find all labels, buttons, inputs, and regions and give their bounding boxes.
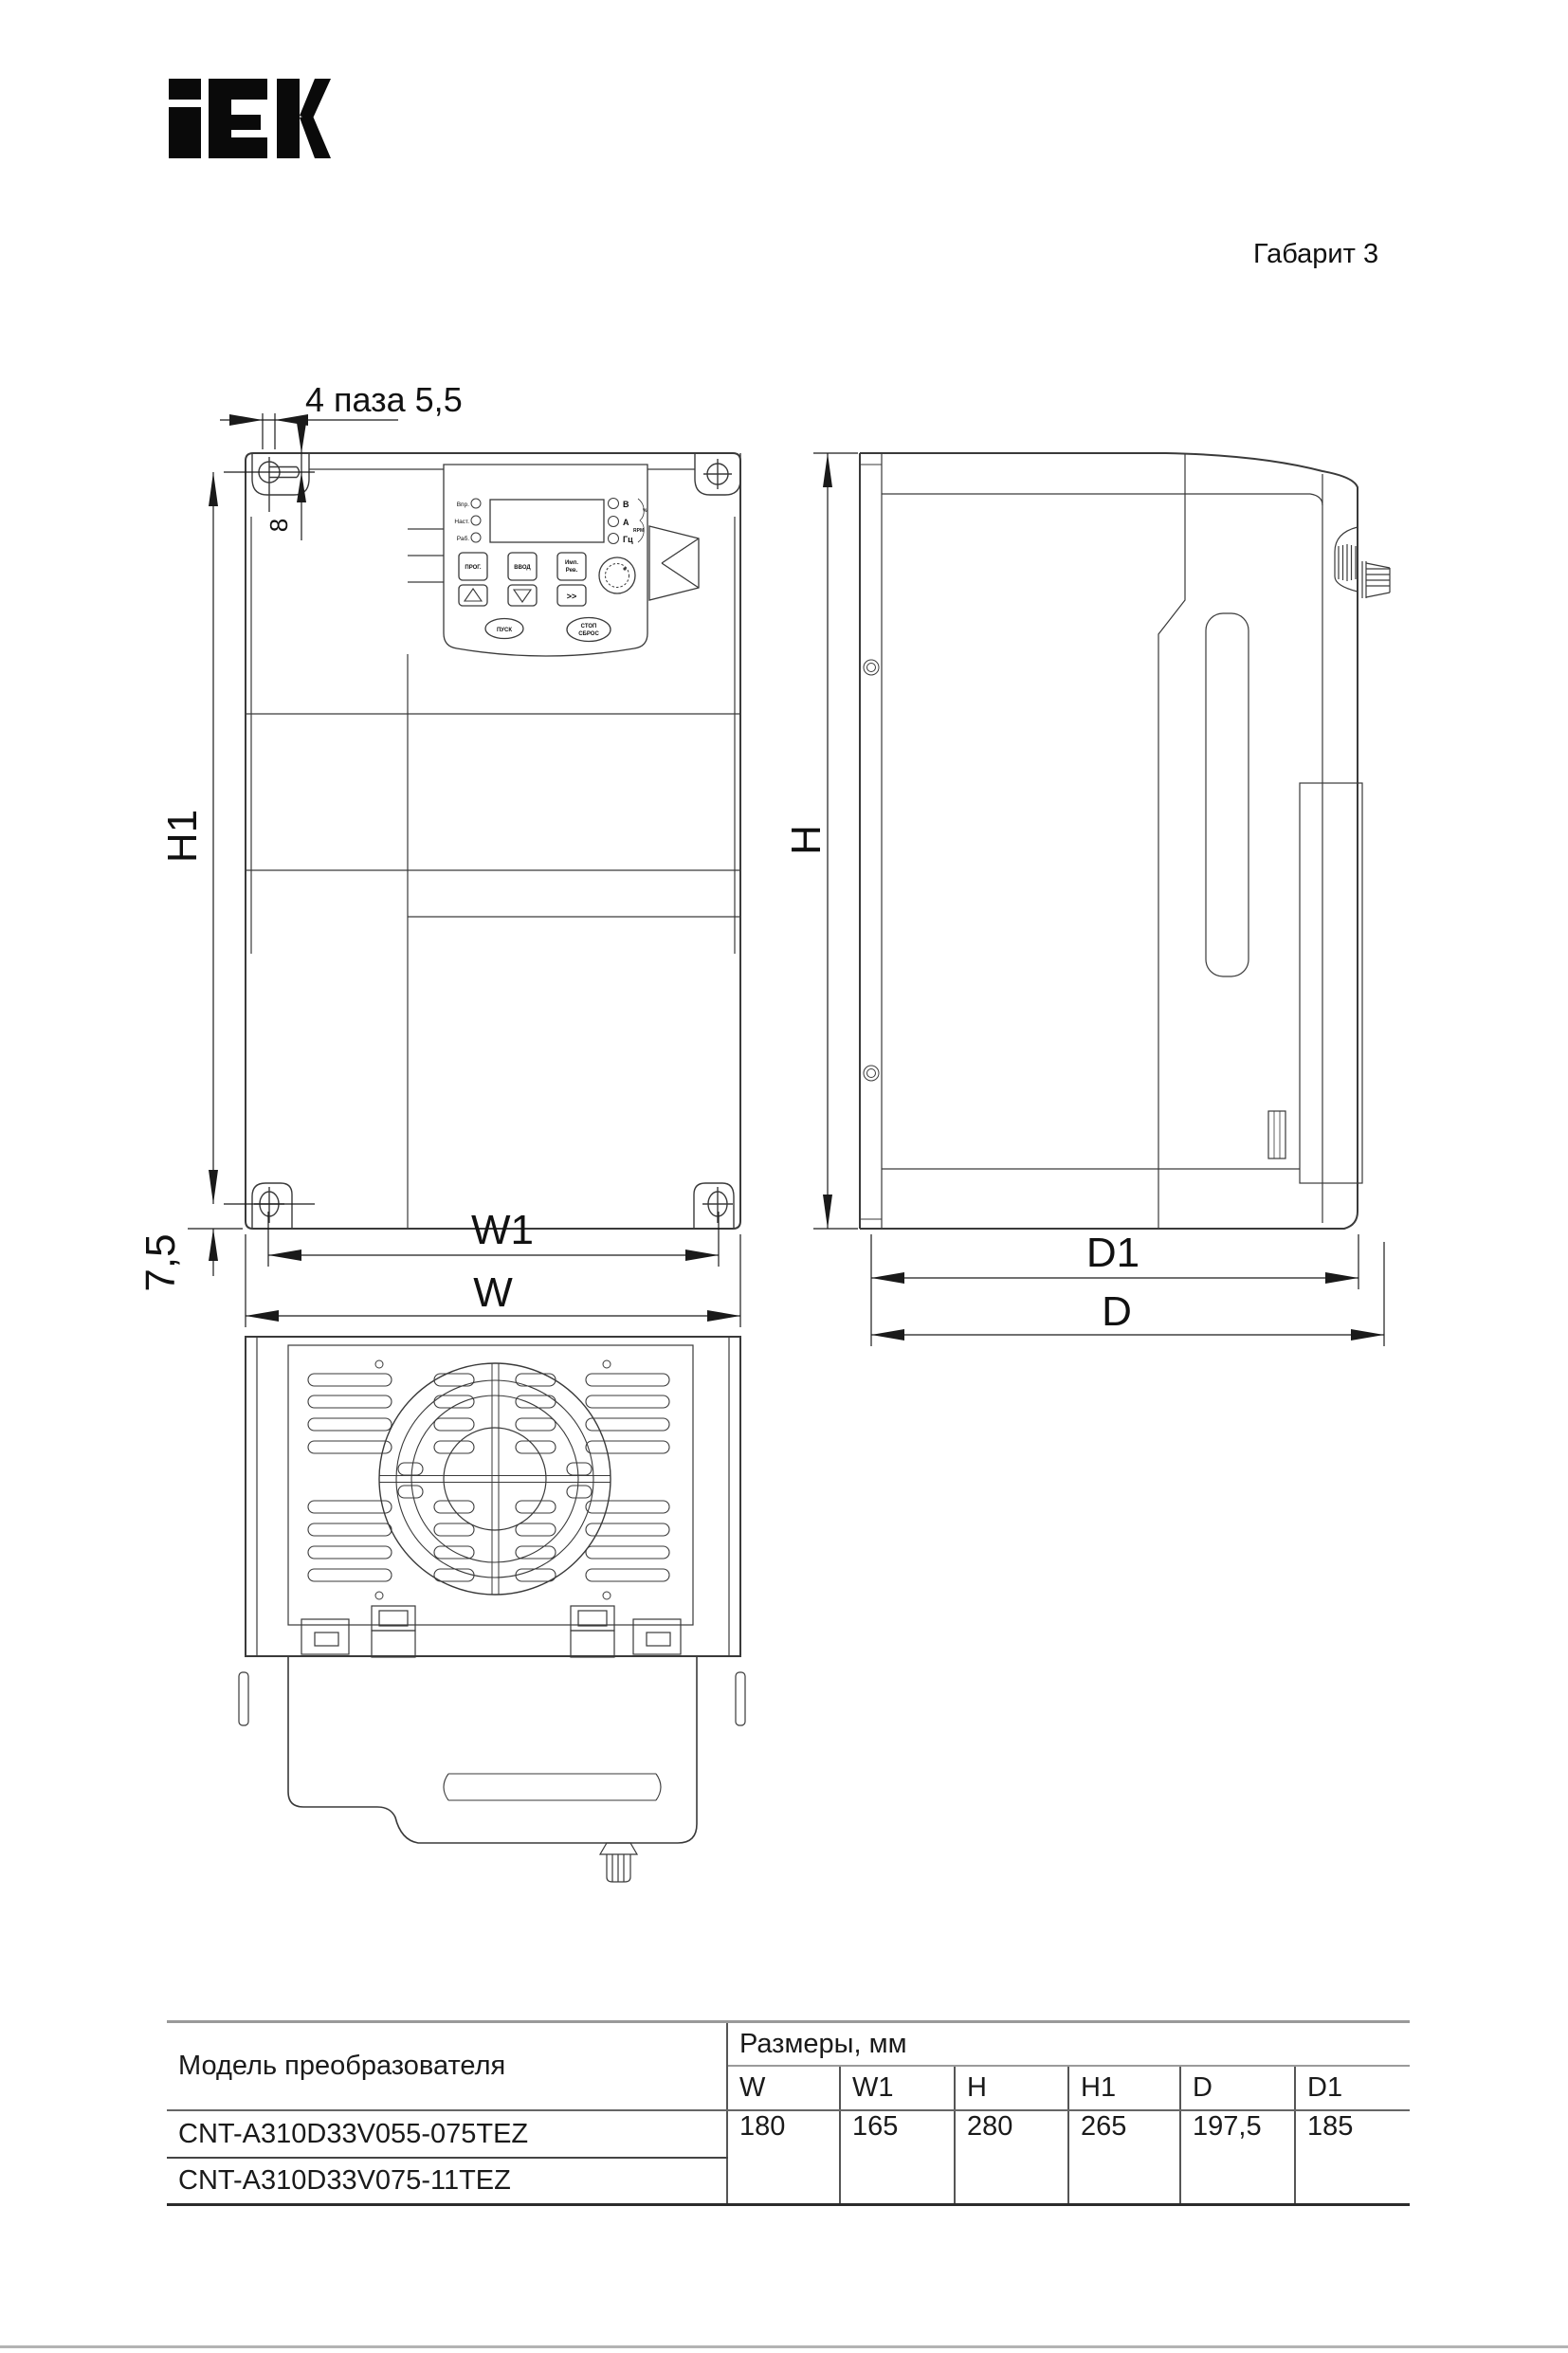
led-run-icon (471, 499, 481, 508)
keypad-display (490, 500, 604, 542)
value-h1: 265 (1068, 2110, 1180, 2205)
jog-button-label-1: Имп. (564, 560, 579, 566)
dim-header-w1: W1 (840, 2066, 955, 2110)
dim-h1-label: H1 (159, 809, 206, 864)
table-row (167, 2110, 1410, 2158)
value-h: 280 (955, 2110, 1068, 2205)
dim-header-d1: D1 (1295, 2066, 1410, 2110)
unit-label-percent: % (643, 508, 647, 514)
led-label-1: Впр. (456, 502, 469, 508)
led-set-icon (471, 516, 481, 525)
model-name-1: CNT-A310D33V055-075TEZ (167, 2110, 727, 2158)
cable-gland (600, 1843, 637, 1882)
plate-screw-holes (864, 660, 879, 1081)
model-name-2: CNT-A310D33V075-11TEZ (167, 2158, 727, 2205)
col-header-sizes: Размеры, мм (727, 2022, 1410, 2067)
bottom-clips (239, 1606, 745, 1725)
knob-inner (606, 564, 629, 588)
led-right-group (609, 499, 619, 544)
dim-header-d: D (1180, 2066, 1295, 2110)
value-w1: 165 (840, 2110, 955, 2205)
run-button-label: ПУСК (496, 628, 513, 633)
stop-button (567, 618, 611, 642)
heatsink-plate (288, 1345, 693, 1625)
knob-dot (623, 567, 626, 570)
unit-label-rpm: RPM (633, 528, 645, 534)
fan-hub-opening (444, 1428, 546, 1530)
up-arrow-icon (465, 589, 482, 601)
led-hz-icon (609, 534, 619, 544)
side-view (860, 453, 1390, 1229)
dim-header-w: W (727, 2066, 840, 2110)
units-brace (638, 499, 644, 542)
dim-75-label: 7,5 (137, 1233, 184, 1292)
dim-d-label: D (1102, 1288, 1132, 1335)
terminal-cover (1300, 783, 1362, 1183)
stop-button-label-1: СТОП (580, 624, 597, 629)
page-title: Габарит 3 (1253, 239, 1379, 269)
led-amp-icon (609, 517, 619, 527)
unit-label-a: А (623, 518, 629, 527)
dimensions-table (167, 2020, 1410, 2206)
unit-label-hz: Гц (623, 535, 633, 544)
lower-housing (288, 1656, 697, 1882)
enter-button-label: ВВОД (514, 565, 531, 571)
signal-connector (1335, 527, 1390, 598)
dim-slots-label: 4 паза 5,5 (305, 380, 463, 419)
fan-grille (379, 1363, 611, 1595)
value-d: 197,5 (1180, 2110, 1295, 2205)
dim-d1-label: D1 (1085, 1230, 1140, 1276)
led-work-icon (471, 533, 481, 542)
side-body-outline (860, 453, 1358, 1229)
keypad-panel (444, 465, 647, 656)
dim-w1-label: W1 (471, 1207, 534, 1253)
led-volt-icon (609, 499, 619, 509)
dim-w-label: W (473, 1269, 513, 1316)
led-label-2: Наст. (454, 519, 469, 525)
bottom-view (239, 1337, 745, 1882)
unit-label-v: В (623, 500, 629, 509)
shift-button-label: >> (566, 592, 577, 601)
led-left-group (471, 499, 481, 542)
side-funnel (649, 526, 699, 600)
prog-button-label: ПРОГ. (465, 565, 482, 571)
dim-header-h1: H1 (1068, 2066, 1180, 2110)
vent-slots (308, 1374, 669, 1581)
stop-button-label-2: СБРОС (578, 631, 599, 637)
mounting-tab-bottom-left (252, 1183, 292, 1229)
front-body-outline (246, 453, 740, 1229)
side-vent-slot (1206, 613, 1249, 976)
dimensions (137, 380, 1384, 1346)
dim-header-h: H (955, 2066, 1068, 2110)
mounting-tab-top-right (695, 453, 740, 495)
dim-h-label: H (783, 825, 830, 855)
keypad-bezel (444, 465, 647, 656)
down-arrow-icon (514, 590, 531, 602)
value-d1: 185 (1295, 2110, 1410, 2205)
page-footer-rule (0, 2345, 1568, 2348)
dim-arrows (209, 414, 1384, 1341)
iek-logo-icon (169, 79, 331, 158)
front-view (246, 453, 740, 1229)
jog-button-label-2: Рев. (565, 568, 578, 574)
knob-outer (599, 557, 635, 593)
led-label-3: Раб. (456, 536, 469, 542)
dim-8-label: 8 (264, 518, 293, 533)
mounting-tab-bottom-right (694, 1183, 734, 1229)
jog-button (557, 553, 586, 580)
col-header-model: Модель преобразователя (167, 2022, 727, 2111)
din-clip (1268, 1111, 1285, 1158)
value-w: 180 (727, 2110, 840, 2205)
